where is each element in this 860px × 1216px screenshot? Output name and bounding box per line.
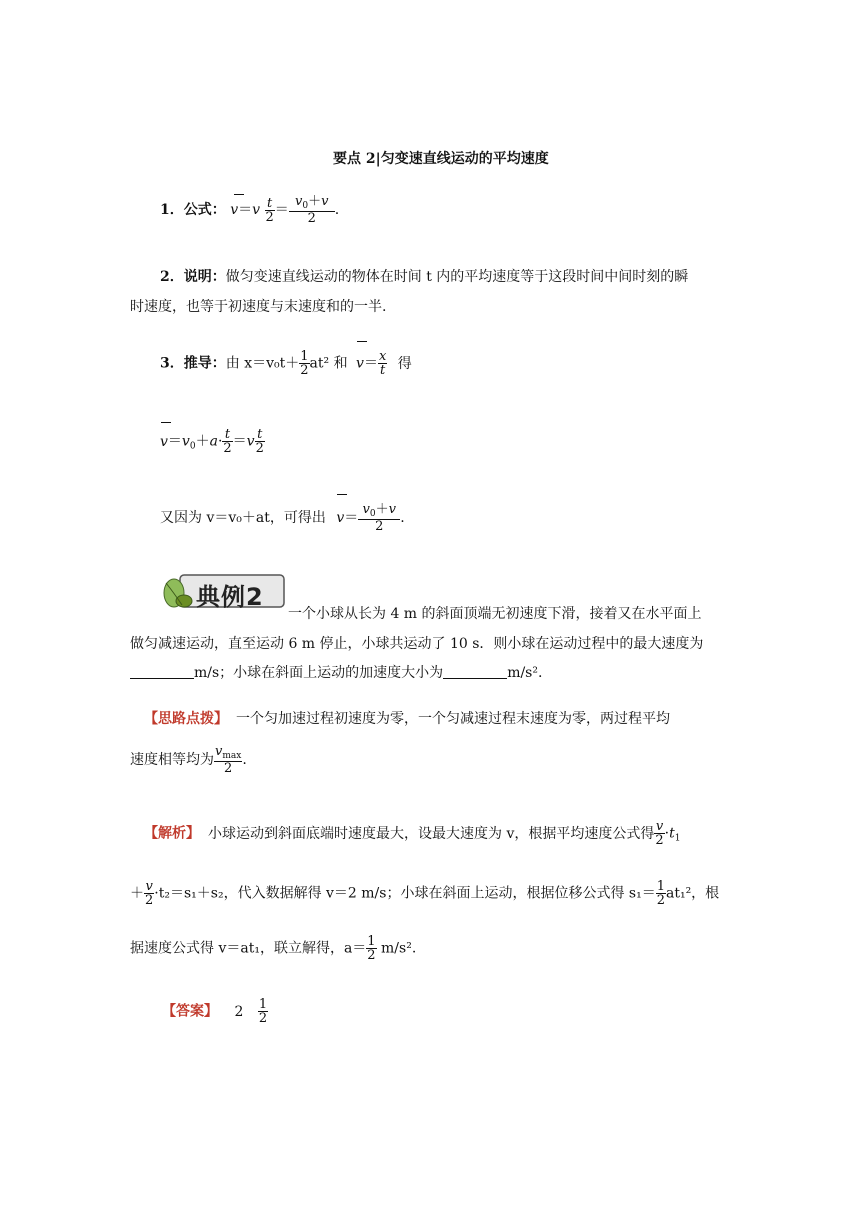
analysis-label: 【解析】	[144, 825, 200, 842]
hint-label: 【思路点拨】	[144, 711, 228, 727]
analysis-text-2b: at₁²，根	[665, 885, 720, 902]
derivation-line: $v=v_0+a\cdot$ $\frac{t}{2}$ ＝v $\frac{t}{2}$	[160, 428, 265, 455]
item-1-formula: 1．公式： v＝v $\frac{t}{2}$ ＝ $\frac{v_0+v}{2}$ .	[160, 194, 340, 226]
answer-label: 【答案】	[162, 1003, 218, 1020]
hint-line-2: 速度相等均为 $\frac{v_{max}}{2}$ .	[130, 744, 247, 776]
analysis-text-3a: 据速度公式得 v＝at₁，联立解得，a＝	[130, 940, 367, 957]
example-line-2: 做匀减速运动，直至运动 6 m 停止，小球共运动了 10 s．则小球在运动过程中的最大速度为	[130, 636, 704, 652]
item-2-line-2: 时速度，也等于初速度与末速度和的一半.	[130, 299, 387, 315]
answer-blank-1[interactable]	[130, 666, 194, 679]
item-3-label: 3．推导：	[160, 355, 226, 372]
item-3-post: 得	[397, 355, 412, 372]
example-line-3	[130, 662, 730, 684]
hint-text-1: 一个匀加速过程初速度为零，一个匀减速过程末速度为零，两过程平均	[236, 711, 670, 727]
answer-value: 2	[234, 1003, 244, 1020]
example-line-1: 一个小球从长为 4 m 的斜面顶端无初速度下滑，接着又在水平面上	[288, 606, 702, 622]
answer-line	[162, 998, 268, 1025]
hint-line-1	[144, 708, 744, 730]
analysis-line-3: 据速度公式得 v＝at₁，联立解得，a＝ $\frac{1}{2}$ m/s².	[130, 934, 417, 963]
example-badge-text: 典例2	[196, 583, 264, 611]
analysis-text-3b: m/s².	[381, 940, 417, 957]
example-badge	[160, 571, 286, 611]
item-1-end: .	[334, 202, 340, 218]
section-heading: 要点 2|匀变速直线运动的平均速度	[333, 151, 549, 167]
conclusion-line: 又因为 v＝v₀＋at，可得出 v＝ $\frac{v_0+v}{2}$ .	[160, 503, 405, 533]
item-2-text-1: 做匀变速直线运动的物体在时间 t 内的平均速度等于这段时间中间时刻的瞬	[225, 269, 689, 285]
example-line-3b: m/s².	[507, 665, 543, 681]
example-line-3a: m/s；小球在斜面上运动的加速度大小为	[194, 665, 444, 681]
answer-fraction: $\frac{1}{2}$	[258, 997, 268, 1026]
hint-text-2: 速度相等均为	[130, 752, 214, 768]
item-2-line-1	[160, 266, 760, 288]
item-2-label: 2．说明：	[160, 269, 226, 285]
conclusion-text: 又因为 v＝v₀＋at，可得出	[160, 510, 326, 526]
item-3-mid: at² 和	[309, 355, 348, 372]
analysis-line-1: 【解析】 小球运动到斜面底端时速度最大，设最大速度为 v，根据平均速度公式得 $\frac{v}{2}$ $\cdot t_1$	[144, 819, 681, 848]
analysis-text-1: 小球运动到斜面底端时速度最大，设最大速度为 v，根据平均速度公式得	[208, 825, 655, 842]
analysis-line-2: ＋ $\frac{v}{2}$ ·t₂＝s₁＋s₂，代入数据解得 v＝2 m/s；小球在斜面上运动，根据位移公式得 s₁＝ $\frac{1}{2}$ at₁²，根	[130, 879, 720, 908]
item-1-label: 1．公式：	[160, 202, 226, 218]
item-3-derivation: 3．推导：由 x＝v₀t＋ $\frac{1}{2}$ at² 和 v＝ $\frac{x}{t}$ 得	[160, 350, 412, 377]
formula-vbar: v＝v	[230, 202, 264, 218]
answer-blank-2[interactable]	[443, 666, 507, 679]
analysis-text-2a: ·t₂＝s₁＋s₂，代入数据解得 v＝2 m/s；小球在斜面上运动，根据位移公式得 s₁＝	[154, 885, 656, 902]
item-3-pre: 由 x＝v₀t＋	[225, 355, 300, 372]
